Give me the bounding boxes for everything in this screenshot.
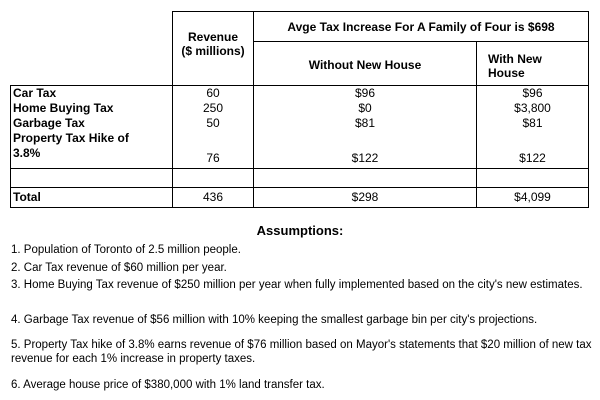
assumption-item: 6. Average house price of $380,000 with 1% land transfer tax. xyxy=(11,379,325,391)
row-label: Garbage Tax xyxy=(13,116,85,130)
row-label: Car Tax xyxy=(13,86,57,100)
row-with: $122 xyxy=(519,151,546,165)
assumption-item: 5. Property Tax hike of 3.8% earns revenue of $76 million based on Mayor's statements that $20 million of new tax revenue for each 1% increase in property taxes. xyxy=(11,339,592,365)
assumption-item: 2. Car Tax revenue of $60 million per year. xyxy=(11,262,227,274)
row-label: Property Tax Hike of 3.8% xyxy=(13,131,129,160)
body-bottom-border xyxy=(10,168,588,169)
header-without-new-house: Without New House xyxy=(308,58,422,72)
row-revenue: 60 xyxy=(206,86,220,100)
row-revenue: 250 xyxy=(202,101,224,115)
row-revenue: 50 xyxy=(206,116,220,130)
total-with: $4,099 xyxy=(514,190,551,204)
table-top-border xyxy=(172,11,588,12)
total-revenue: 436 xyxy=(202,190,224,204)
table-bottom-border xyxy=(10,207,588,208)
row-without: $122 xyxy=(351,151,379,165)
right-border xyxy=(588,11,589,208)
assumptions-title: Assumptions: xyxy=(256,223,344,238)
assumption-item: 4. Garbage Tax revenue of $56 million with 10% keeping the smallest garbage bin per city's projections. xyxy=(11,314,538,326)
total-label: Total xyxy=(13,190,41,204)
row-with: $96 xyxy=(522,86,543,100)
row-label: Home Buying Tax xyxy=(13,101,114,115)
total-top-border xyxy=(10,187,588,188)
left-border xyxy=(10,85,11,208)
assumption-item: 1. Population of Toronto of 2.5 million people. xyxy=(11,244,241,256)
header-revenue: Revenue ($ millions) xyxy=(181,30,245,58)
row-revenue: 76 xyxy=(206,151,220,165)
row-without: $81 xyxy=(354,116,376,130)
row-with: $81 xyxy=(522,116,543,130)
header-with-new-house: With New House xyxy=(488,52,542,80)
row-without: $96 xyxy=(354,86,376,100)
header-avg-tax-increase: Avge Tax Increase For A Family of Four is $698 xyxy=(287,20,555,34)
header-divider xyxy=(253,41,588,42)
assumption-item: 3. Home Buying Tax revenue of $250 million per year when fully implemented based on the city's new estimates. xyxy=(11,279,583,291)
row-without: $0 xyxy=(358,101,372,115)
total-without: $298 xyxy=(351,190,379,204)
row-with: $3,800 xyxy=(514,101,551,115)
